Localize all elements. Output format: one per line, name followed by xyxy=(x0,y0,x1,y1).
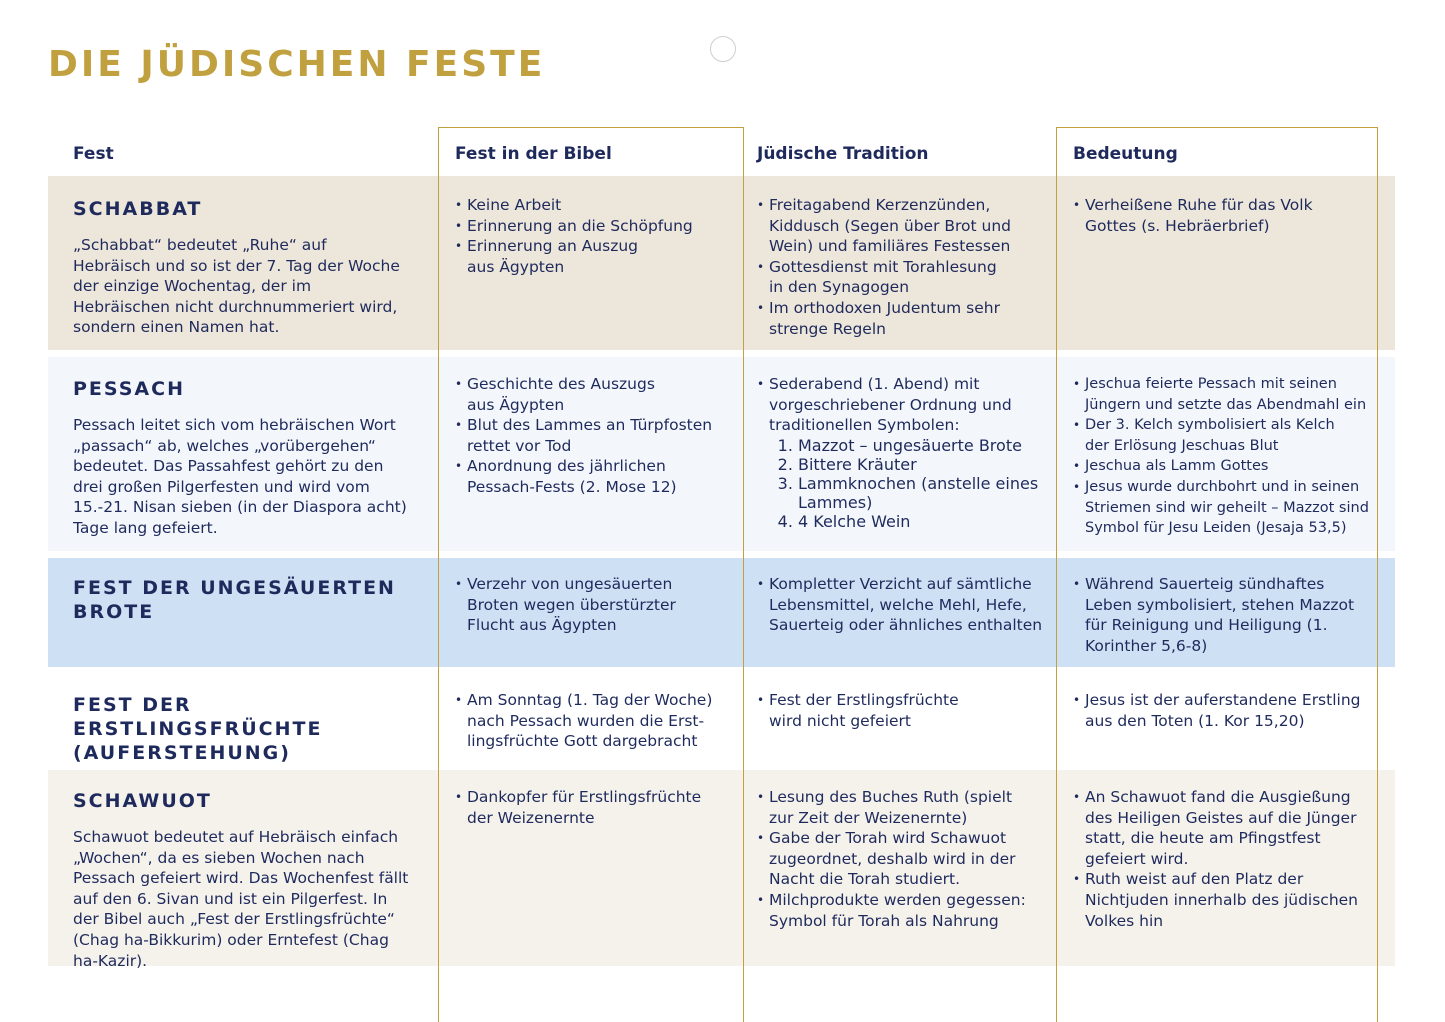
list-item: • Verheißene Ruhe für das Volk Gottes (s. Hebräerbrief) xyxy=(1073,195,1325,236)
bedeutung-column-top-border xyxy=(1056,127,1378,128)
list-item: 1. Mazzot – ungesäuerte Brote xyxy=(798,436,1063,455)
list-item: • Der 3. Kelch symbolisiert als Kelch der Erlösung Jeschuas Blut xyxy=(1073,415,1335,456)
list-item: • Freitagabend Kerzenzünden, Kiddusch (Segen über Brot und Wein) und familiäres Festessen xyxy=(757,195,1025,257)
page-title: DIE JÜDISCHEN FESTE xyxy=(48,44,546,85)
row-ungesaeuerte-brote xyxy=(48,558,1395,667)
schawuot-description: Schawuot bedeutet auf Hebräisch einfach „Wochen“, da es sieben Wochen nach Pessach gefeiert wird. Das Wochenfest fällt auf den 6. Sivan und ist ein Pilgerfest. In der Bibel auch „Fest der Erstlingsfrüchte“ (Chag ha-Bikkurim) oder Erntefest (Chag ha-Kazir). xyxy=(73,828,409,970)
bedeutung-column-right-border xyxy=(1377,127,1378,1022)
pessach-tradition-intro: Sederabend (1. Abend) mit vorgeschriebener Ordnung und traditionellen Symbolen: xyxy=(769,375,1012,435)
list-item: • Am Sonntag (1. Tag der Woche) nach Pessach wurden die Erstlingsfrüchte Gott dargebracht xyxy=(455,690,730,752)
schawuot-bedeutung-list xyxy=(1073,787,1363,931)
table-header-row xyxy=(48,127,1395,176)
bibel-column-top-border xyxy=(438,127,744,128)
list-item: • Geschichte des Auszugs aus Ägypten xyxy=(455,374,667,415)
list-item: • Verzehr von ungesäuerten Broten wegen überstürzter Flucht aus Ägypten xyxy=(455,574,695,636)
pessach-bibel-list xyxy=(455,374,725,498)
erstlinge-fest-cell xyxy=(73,693,418,765)
row-pessach xyxy=(48,357,1395,551)
list-item: 4. 4 Kelche Wein xyxy=(798,512,1063,531)
pessach-tradition-list xyxy=(757,374,1027,436)
list-item: • Kompletter Verzicht auf sämtliche Lebensmittel, welche Mehl, Hefe, Sauerteig oder ähnliches enthalten xyxy=(757,574,1052,636)
schabbat-bedeutung-list xyxy=(1073,195,1325,236)
list-item: • Während Sauerteig sündhaftes Leben symbolisiert, stehen Mazzot für Reinigung und Heiligung (1. Korinther 5,6-8) xyxy=(1073,574,1363,656)
bedeutung-column-left-border xyxy=(1056,127,1057,1022)
schawuot-fest-cell xyxy=(73,789,413,971)
list-item: • Ruth weist auf den Platz der Nichtjuden innerhalb des jüdischen Volkes hin xyxy=(1073,869,1363,931)
festivals-table xyxy=(48,127,1395,1022)
mazzot-bibel-list xyxy=(455,574,695,636)
list-item: 3. Lammknochen (anstelle eines Lammes) xyxy=(798,474,1063,512)
list-item: • Keine Arbeit xyxy=(455,195,725,216)
list-item: • An Schawuot fand die Ausgießung des Heiligen Geistes auf die Jünger statt, die heute am Pfingstfest gefeiert wird. xyxy=(1073,787,1363,869)
bibel-column-left-border xyxy=(438,127,439,1022)
schabbat-name: SCHABBAT xyxy=(73,198,203,220)
list-item: • Jesus ist der auferstandene Erstling aus den Toten (1. Kor 15,20) xyxy=(1073,690,1373,731)
mazzot-name: FEST DER UNGESÄUERTEN BROTE xyxy=(73,577,396,623)
list-item: • Erinnerung an die Schöpfung xyxy=(455,216,725,237)
list-item: • Anordnung des jährlichen Pessach-Fests (2. Mose 12) xyxy=(455,456,687,497)
mazzot-tradition-list xyxy=(757,574,1052,636)
schawuot-name: SCHAWUOT xyxy=(73,790,212,812)
schabbat-tradition-list xyxy=(757,195,1025,339)
schabbat-fest-cell xyxy=(73,197,408,338)
list-item: • Erinnerung an Auszug aus Ägypten xyxy=(455,236,657,277)
mazzot-bedeutung-list xyxy=(1073,574,1363,656)
list-item: • Dankopfer für Erstlingsfrüchte der Weizenernte xyxy=(455,787,710,828)
row-schawuot xyxy=(48,770,1395,970)
list-item: • Fest der Erstlingsfrüchte wird nicht gefeiert xyxy=(757,690,987,731)
list-item: • Jeschua feierte Pessach mit seinen Jüngern und setzte das Abendmahl ein xyxy=(1073,374,1371,415)
list-item: • Gabe der Torah wird Schawuot zugeordnet, deshalb wird in der Nacht die Torah studiert. xyxy=(757,828,1035,890)
schawuot-bibel-list xyxy=(455,787,710,828)
pessach-symbols-list xyxy=(757,436,1063,531)
pessach-bedeutung-list xyxy=(1073,374,1371,539)
pessach-fest-cell xyxy=(73,377,408,539)
mazzot-fest-cell xyxy=(73,576,408,624)
list-item: • Im orthodoxen Judentum sehr strenge Regeln xyxy=(757,298,1025,339)
header-fest: Fest xyxy=(73,144,114,164)
list-item: 2. Bittere Kräuter xyxy=(798,455,1063,474)
list-item: • Jeschua als Lamm Gottes xyxy=(1073,456,1371,477)
row-schabbat xyxy=(48,176,1395,350)
erstlinge-tradition-list xyxy=(757,690,987,731)
list-item: • Lesung des Buches Ruth (spielt zur Zeit der Weizenernte) xyxy=(757,787,1035,828)
header-bedeutung: Bedeutung xyxy=(1073,144,1178,164)
pessach-name: PESSACH xyxy=(73,378,185,400)
list-item: • Jesus wurde durchbohrt und in seinen Striemen sind wir geheilt – Mazzot sind Symbol für Jesu Leiden (Jesaja 53,5) xyxy=(1073,477,1371,539)
row-erstlingsfruechte xyxy=(48,667,1395,770)
schawuot-tradition-list xyxy=(757,787,1035,931)
schabbat-description: „Schabbat“ bedeutet „Ruhe“ auf Hebräisch und so ist der 7. Tag der Woche der einzige Wochentag, der im Hebräischen nicht durchnummeriert wird, sondern einen Namen hat. xyxy=(73,236,400,337)
schabbat-bibel-list xyxy=(455,195,725,277)
list-item: • Gottesdienst mit Torahlesung in den Synagogen xyxy=(757,257,1014,298)
header-bibel: Fest in der Bibel xyxy=(455,144,612,164)
erstlinge-name: FEST DER ERSTLINGSFRÜCHTE (AUFERSTEHUNG) xyxy=(73,694,323,764)
list-item: • Blut des Lammes an Türpfosten rettet vor Tod xyxy=(455,415,725,456)
erstlinge-bibel-list xyxy=(455,690,730,752)
list-item: • Milchprodukte werden gegessen: Symbol für Torah als Nahrung xyxy=(757,890,1035,931)
pessach-description: Pessach leitet sich vom hebräischen Wort „passach“ ab, welches „vorübergehen“ bedeutet. Das Passahfest gehört zu den drei großen Pilgerfesten und wird vom 15.-21. Nisan sieben (in der Diaspora acht) Tage lang gefeiert. xyxy=(73,416,407,537)
erstlinge-bedeutung-list xyxy=(1073,690,1373,731)
bibel-column-right-border xyxy=(743,127,744,1022)
header-tradition: Jüdische Tradition xyxy=(757,144,929,164)
punch-hole-circle xyxy=(710,36,736,62)
list-item xyxy=(757,374,1027,436)
